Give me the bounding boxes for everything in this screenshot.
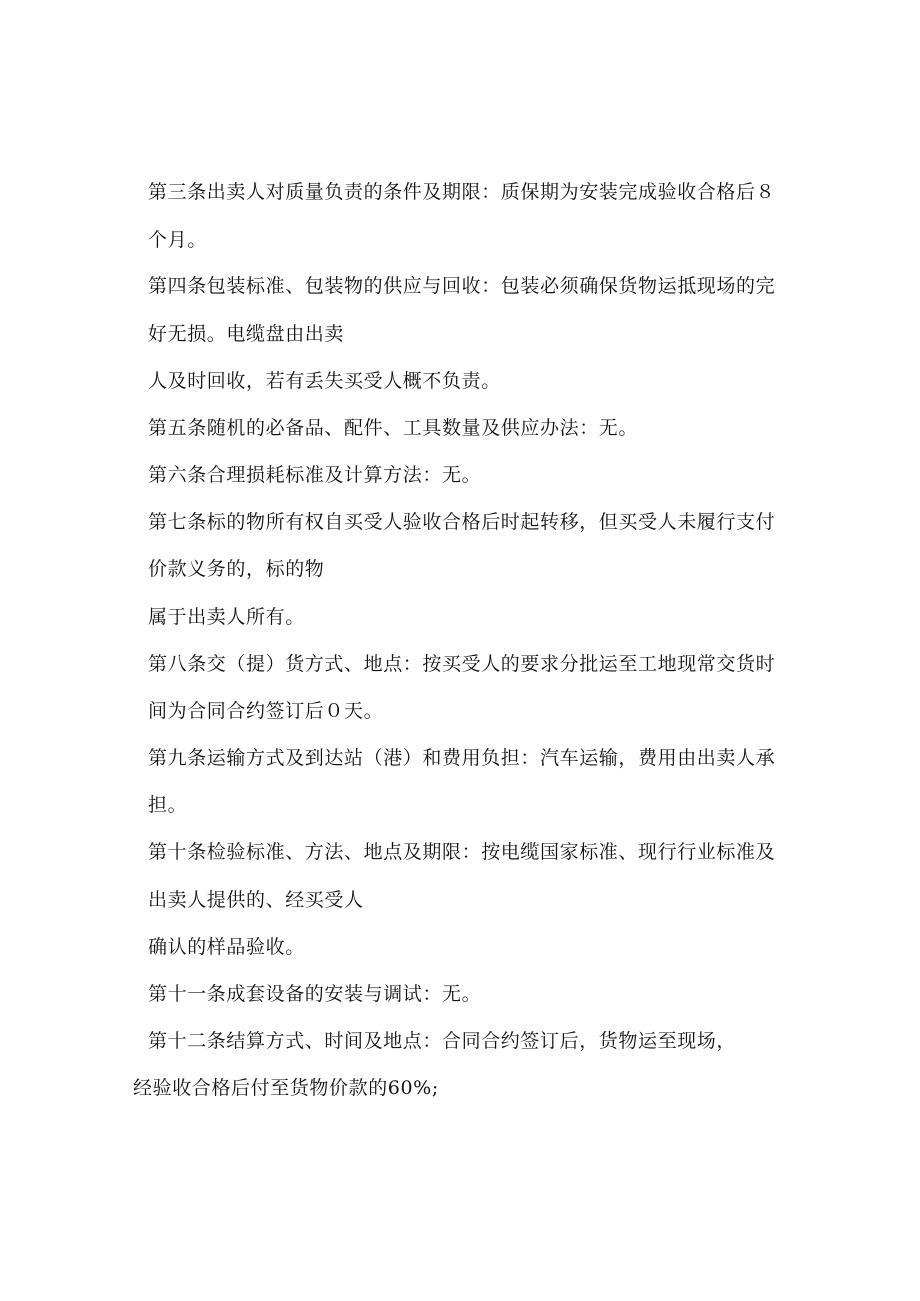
clause-4-line-1: 第四条包装标准、包装物的供应与回收：包装必须确保货物运抵现场的完 bbox=[148, 275, 776, 297]
clause-10-line-3: 确认的样品验收。 bbox=[148, 936, 305, 958]
clause-11-line-1: 第十一条成套设备的安装与调试：无。 bbox=[148, 983, 482, 1005]
clause-6-line-1: 第六条合理损耗标准及计算方法：无。 bbox=[148, 464, 482, 486]
clause-4-line-3: 人及时回收，若有丢失买受人概不负责。 bbox=[148, 370, 501, 392]
clause-7-line-2: 价款义务的，标的物 bbox=[148, 558, 325, 580]
clause-8-line-2: 间为合同合约签订后０天。 bbox=[148, 700, 384, 722]
clause-3-line-2: 个月。 bbox=[148, 229, 207, 251]
clause-9-line-2: 担。 bbox=[148, 794, 188, 816]
clause-12-line-1: 第十二条结算方式、时间及地点：合同合约签订后，货物运至现场， bbox=[148, 1030, 737, 1052]
clause-7-line-1: 第七条标的物所有权自买受人验收合格后时起转移，但买受人未履行支付 bbox=[148, 511, 776, 533]
clause-9-line-1: 第九条运输方式及到达站（港）和费用负担：汽车运输，费用由出卖人承 bbox=[148, 747, 776, 769]
clause-12-line-2: 经验收合格后付至货物价款的60%; bbox=[133, 1077, 439, 1099]
clause-10-line-2: 出卖人提供的、经买受人 bbox=[148, 889, 364, 911]
clause-8-line-1: 第八条交（提）货方式、地点：按买受人的要求分批运至工地现常交货时 bbox=[148, 653, 776, 675]
clause-5-line-1: 第五条随机的必备品、配件、工具数量及供应办法：无。 bbox=[148, 417, 639, 439]
clause-7-line-3: 属于出卖人所有。 bbox=[148, 606, 305, 628]
clause-10-line-1: 第十条检验标准、方法、地点及期限：按电缆国家标准、现行行业标准及 bbox=[148, 841, 776, 863]
clause-3-line-1: 第三条出卖人对质量负责的条件及期限：质保期为安装完成验收合格后８ bbox=[148, 181, 776, 203]
clause-4-line-2: 好无损。电缆盘由出卖 bbox=[148, 323, 345, 345]
